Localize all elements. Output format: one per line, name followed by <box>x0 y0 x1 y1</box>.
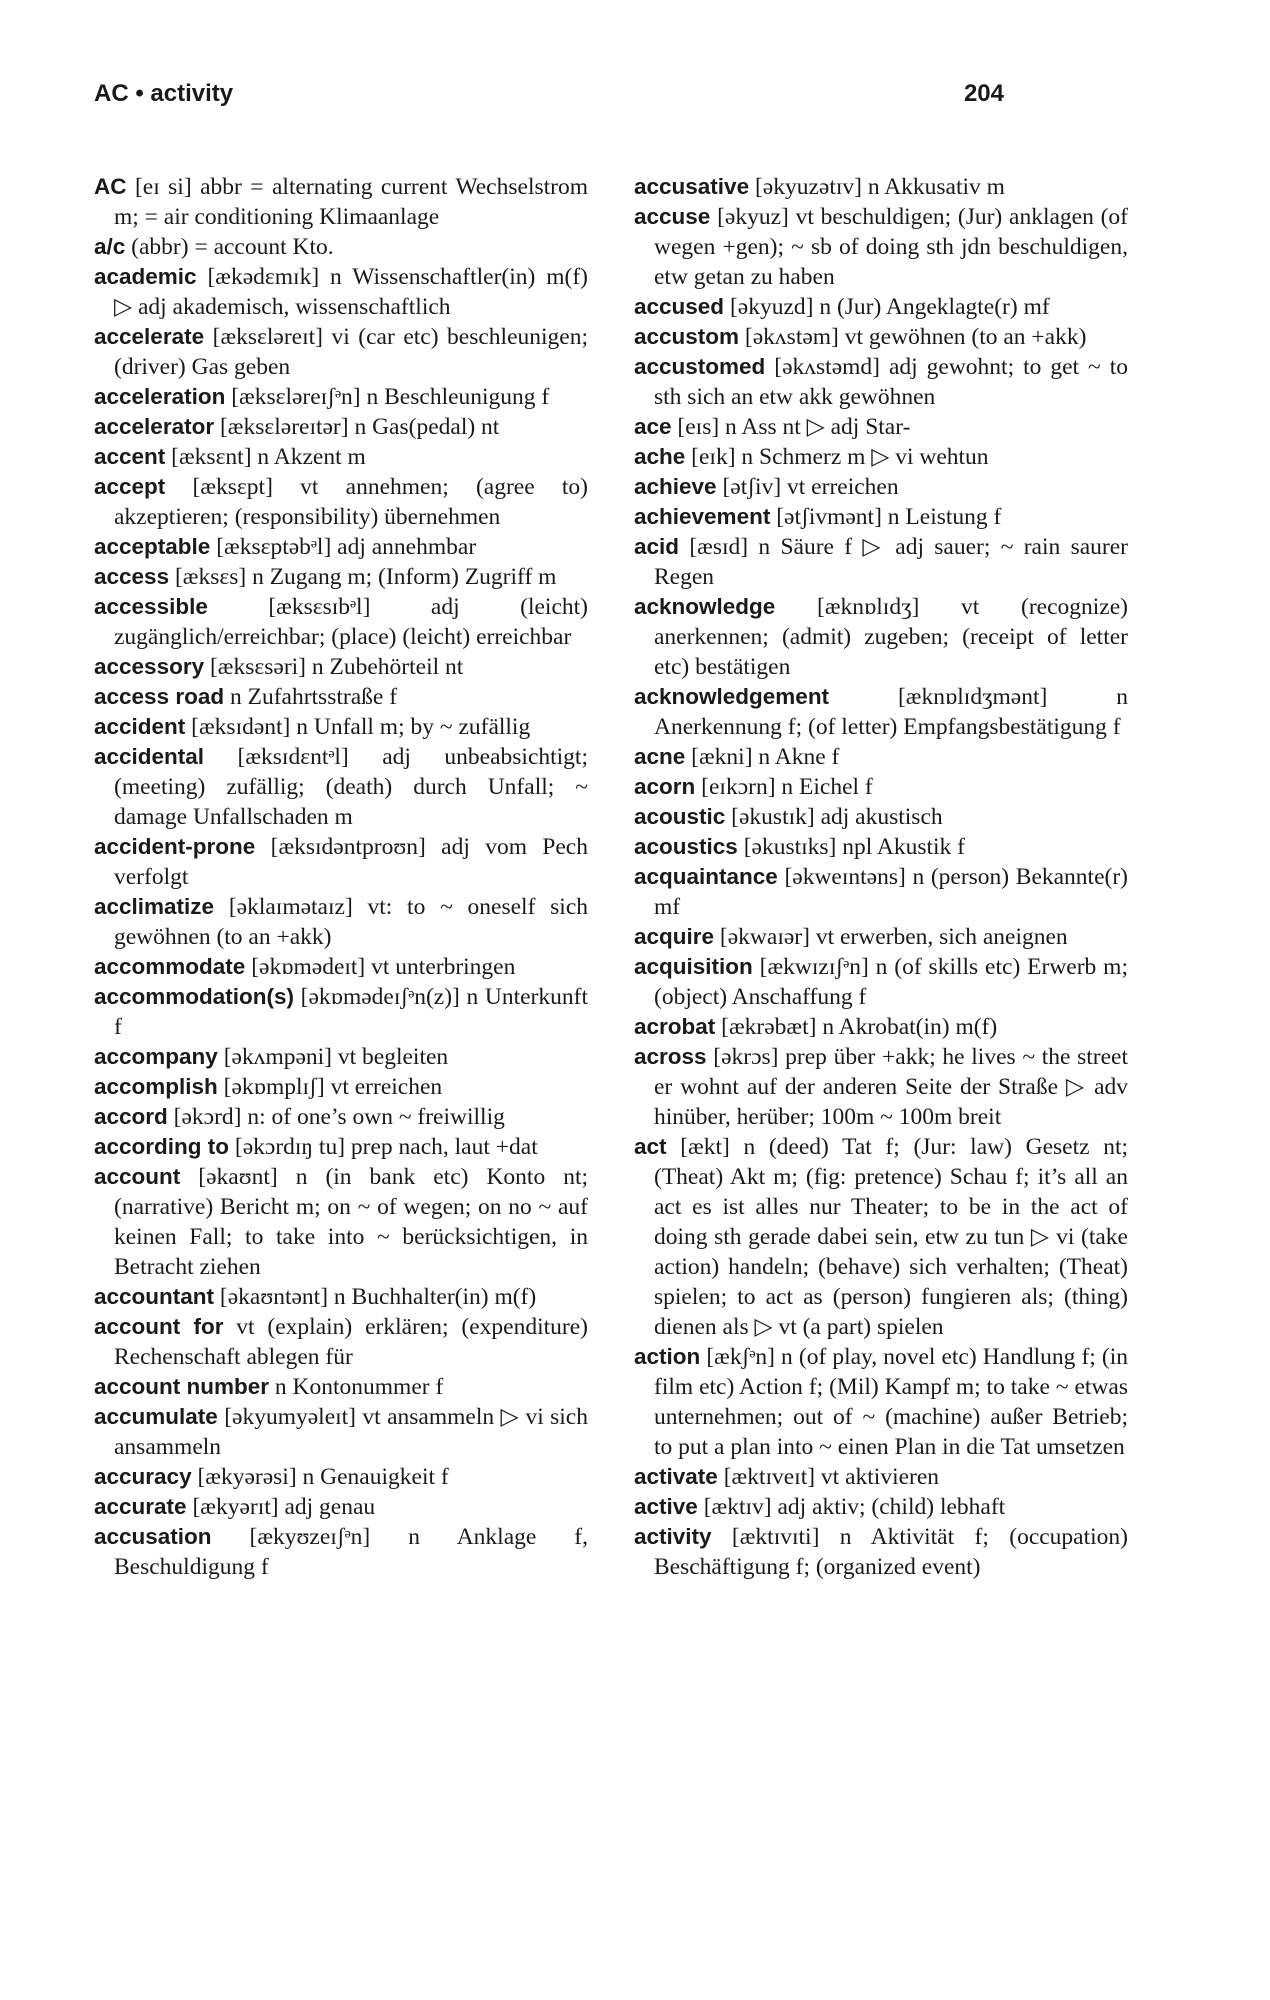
dictionary-entry <box>94 1072 588 1102</box>
entry-definition: [æknɒlɪdʒmənt] n Anerkennung f; (of letter) Empfangsbestätigung f <box>654 684 1128 740</box>
entry-headword: account number <box>94 1374 270 1399</box>
entry-definition: [əkustɪks] npl Akustik f <box>737 834 965 860</box>
entry-headword: accommodation(s) <box>94 984 295 1009</box>
page-number: 204 <box>963 80 1004 107</box>
entry-headword: accustomed <box>634 354 766 379</box>
entry-headword: action <box>634 1344 701 1369</box>
entry-definition: [əkaʊntənt] n Buchhalter(in) m(f) <box>214 1284 537 1310</box>
entry-definition: [ækədɛmɪk] n Wissenschaftler(in) m(f) ▷ adj akademisch, wissenschaftlich <box>114 264 588 320</box>
entry-definition: [əkʌstəm] vt gewöhnen (to an +akk) <box>739 324 1087 350</box>
dictionary-entry <box>94 412 588 442</box>
dictionary-entry <box>634 322 1128 352</box>
dictionary-entry <box>94 1462 588 1492</box>
entry-headword: activate <box>634 1464 718 1489</box>
dictionary-entry <box>634 352 1128 412</box>
dictionary-entry <box>94 1312 588 1372</box>
entry-headword: accomplish <box>94 1074 218 1099</box>
dictionary-entry <box>634 682 1128 742</box>
dictionary-entry <box>94 652 588 682</box>
dictionary-entry <box>94 322 588 382</box>
entry-definition: [æktɪveɪt] vt aktivieren <box>717 1464 940 1490</box>
entry-headword: acclimatize <box>94 894 215 919</box>
entry-definition: [æktɪv] adj aktiv; (child) lebhaft <box>697 1494 1006 1520</box>
entry-headword: AC <box>94 174 127 199</box>
entry-definition: [əkɒmədeɪt] vt unterbringen <box>245 954 516 980</box>
entry-headword: accompany <box>94 1044 218 1069</box>
dictionary-entry <box>634 922 1128 952</box>
entry-headword: activity <box>634 1524 712 1549</box>
entry-definition: vt (explain) erklären; (expenditure) Rechenschaft ablegen für <box>114 1314 588 1370</box>
entry-definition: [əkyuzd] n (Jur) Angeklagte(r) mf <box>724 294 1050 320</box>
entry-headword: acquire <box>634 924 715 949</box>
dictionary-entry <box>94 472 588 532</box>
dictionary-entry <box>634 802 1128 832</box>
entry-definition: [æktɪvɪti] n Aktivität f; (occupation) Beschäftigung f; (organized event) <box>654 1524 1128 1580</box>
dictionary-entry <box>634 862 1128 922</box>
entry-headword: acoustics <box>634 834 738 859</box>
entry-headword: accessible <box>94 594 208 619</box>
entry-definition: [æksɛpt] vt annehmen; (agree to) akzeptieren; (responsibility) übernehmen <box>114 474 588 530</box>
entry-headword: accuracy <box>94 1464 192 1489</box>
dictionary-entry <box>634 1132 1128 1342</box>
dictionary-entry <box>634 832 1128 862</box>
entry-definition: (abbr) = account Kto. <box>125 234 334 260</box>
entry-headword: accidental <box>94 744 205 769</box>
dictionary-entry <box>634 1012 1128 1042</box>
entry-definition: n Kontonummer f <box>269 1374 444 1400</box>
entry-definition: [ækwɪzɪʃᵊn] n (of skills etc) Erwerb m; (object) Anschaffung f <box>654 954 1128 1010</box>
entry-headword: acceleration <box>94 384 226 409</box>
dictionary-entry <box>94 1492 588 1522</box>
dictionary-entry <box>634 742 1128 772</box>
entry-headword: a/c <box>94 234 126 259</box>
dictionary-entry <box>634 442 1128 472</box>
entry-definition: [æksɛsəri] n Zubehörteil nt <box>204 654 464 680</box>
dictionary-entry <box>94 232 588 262</box>
entry-definition: [əkʌstəmd] adj gewohnt; to get ~ to sth sich an etw akk gewöhnen <box>654 354 1128 410</box>
dictionary-entry <box>94 1162 588 1282</box>
entry-headword: according to <box>94 1134 230 1159</box>
dictionary-entry <box>634 592 1128 682</box>
entry-definition: [əkyuz] vt beschuldigen; (Jur) anklagen (of wegen +gen); ~ sb of doing sth jdn beschuldigen, etw getan zu haben <box>654 204 1128 290</box>
dictionary-entry <box>94 982 588 1042</box>
dictionary-entry <box>634 1522 1128 1582</box>
dictionary-entry <box>94 1282 588 1312</box>
dictionary-entry <box>94 592 588 652</box>
dictionary-entry <box>94 1522 588 1582</box>
entry-definition: [ækʃᵊn] n (of play, novel etc) Handlung f; (in film etc) Action f; (Mil) Kampf m; to take ~ etwas unternehmen; out of ~ (machine) außer Betrieb; to put a plan into ~ einen Plan in die Tat umsetzen <box>654 1344 1128 1460</box>
entry-headword: acid <box>634 534 680 559</box>
entry-definition: [æsɪd] n Säure f ▷ adj sauer; ~ rain saurer Regen <box>654 534 1128 590</box>
entry-headword: access road <box>94 684 225 709</box>
entry-definition: [eɪs] n Ass nt ▷ adj Star- <box>671 414 911 440</box>
entry-definition: [ətʃiv] vt erreichen <box>716 474 899 500</box>
entry-headword: accept <box>94 474 166 499</box>
dictionary-entry <box>634 1342 1128 1462</box>
entry-headword: accelerator <box>94 414 215 439</box>
entry-definition: [æksɛnt] n Akzent m <box>165 444 366 470</box>
entry-definition: n Zufahrtsstraße f <box>224 684 398 710</box>
entry-definition: [ækt] n (deed) Tat f; (Jur: law) Gesetz nt; (Theat) Akt m; (fig: pretence) Schau f; it’s all an act es ist alles nur Theater; to be in the act of doing sth gerade dabei sein, etw zu tun ▷ vi (take action) handeln; (behave) sich verhalten; (Theat) spielen; to act as (person) fungieren als; (thing) dienen als ▷ vt (a part) spielen <box>654 1134 1128 1340</box>
entry-headword: acknowledge <box>634 594 776 619</box>
entry-headword: acorn <box>634 774 696 799</box>
dictionary-entry <box>634 202 1128 292</box>
dictionary-entry <box>94 1042 588 1072</box>
entry-headword: active <box>634 1494 698 1519</box>
dictionary-entry <box>94 1132 588 1162</box>
dictionary-entry <box>634 1492 1128 1522</box>
dictionary-entry <box>94 532 588 562</box>
entry-headword: acne <box>634 744 686 769</box>
dictionary-entry <box>634 1042 1128 1132</box>
entry-definition: [əkɔrdɪŋ tu] prep nach, laut +dat <box>229 1134 538 1160</box>
entry-headword: accident-prone <box>94 834 256 859</box>
entry-definition: [æksɪdəntproʊn] adj vom Pech verfolgt <box>114 834 588 890</box>
dictionary-entry <box>94 562 588 592</box>
entry-headword: accurate <box>94 1494 187 1519</box>
entry-headword: accommodate <box>94 954 246 979</box>
entry-headword: accountant <box>94 1284 215 1309</box>
entry-definition: [ətʃivmənt] n Leistung f <box>770 504 1002 530</box>
entry-definition: [eɪ si] abbr = alternating current Wechselstrom m; = air conditioning Klimaanlage <box>114 174 588 230</box>
entry-headword: accusative <box>634 174 750 199</box>
entry-definition: [ækyərəsi] n Genauigkeit f <box>191 1464 449 1490</box>
entry-headword: account for <box>94 1314 224 1339</box>
entry-definition: [əkrɔs] prep über +akk; he lives ~ the street er wohnt auf der anderen Seite der Straße ▷ adv hinüber, herüber; 100m ~ 100m breit <box>654 1044 1128 1130</box>
dictionary-entry <box>94 382 588 412</box>
entry-headword: acoustic <box>634 804 726 829</box>
entry-definition: [eɪkɔrn] n Eichel f <box>695 774 873 800</box>
dictionary-entry <box>94 832 588 892</box>
dictionary-entry <box>634 292 1128 322</box>
dictionary-entry <box>94 952 588 982</box>
dictionary-entry <box>94 1402 588 1462</box>
dictionary-entry <box>94 262 588 322</box>
entry-definition: [æksɛptəbᵊl] adj annehmbar <box>210 534 477 560</box>
entry-headword: accident <box>94 714 186 739</box>
dictionary-entry <box>634 952 1128 1012</box>
entry-headword: accent <box>94 444 166 469</box>
dictionary-entry <box>94 172 588 232</box>
entry-definition: [əklaɪmətaɪz] vt: to ~ oneself sich gewöhnen (to an +akk) <box>114 894 588 950</box>
entry-definition: [æksɪdɛntᵊl] adj unbeabsichtigt; (meeting) zufällig; (death) durch Unfall; ~ damage Unfallschaden m <box>114 744 588 830</box>
entry-headword: acquaintance <box>634 864 778 889</box>
entry-headword: achievement <box>634 504 771 529</box>
entry-definition: [əkɒmplɪʃ] vt erreichen <box>217 1074 443 1100</box>
dictionary-entry <box>634 472 1128 502</box>
dictionary-entry <box>94 442 588 472</box>
entry-definition: [əkɒmədeɪʃᵊn(z)] n Unterkunft f <box>114 984 588 1040</box>
entry-definition: [æksɛs] n Zugang m; (Inform) Zugriff m <box>169 564 557 590</box>
entry-headword: accelerate <box>94 324 205 349</box>
entry-headword: acquisition <box>634 954 753 979</box>
dictionary-entry <box>94 712 588 742</box>
entry-definition: [ækyʊzeɪʃᵊn] n Anklage f, Beschuldigung f <box>114 1524 588 1580</box>
entry-definition: [əkyumyəleɪt] vt ansammeln ▷ vi sich ansammeln <box>114 1404 588 1460</box>
entry-definition: [æksɪdənt] n Unfall m; by ~ zufällig <box>185 714 531 740</box>
entry-definition: [ækrəbæt] n Akrobat(in) m(f) <box>715 1014 998 1040</box>
entry-definition: [æksɛləreɪt] vi (car etc) beschleunigen; (driver) Gas geben <box>114 324 588 380</box>
entry-headword: account <box>94 1164 181 1189</box>
dictionary-entry <box>94 742 588 832</box>
entry-headword: act <box>634 1134 667 1159</box>
entry-definition: [əkyuzətɪv] n Akkusativ m <box>749 174 1005 200</box>
entry-definition: [æksɛləreɪʃᵊn] n Beschleunigung f <box>225 384 550 410</box>
entry-definition: [əkwaɪər] vt erwerben, sich aneignen <box>714 924 1068 950</box>
entry-definition: [æknɒlɪdʒ] vt (recognize) anerkennen; (admit) zugeben; (receipt of letter etc) bestätigen <box>654 594 1128 680</box>
entry-headword: accord <box>94 1104 168 1129</box>
entry-headword: acceptable <box>94 534 211 559</box>
dictionary-entry <box>94 1102 588 1132</box>
dictionary-entry <box>94 682 588 712</box>
dictionary-entry <box>634 502 1128 532</box>
entry-definition: [eɪk] n Schmerz m ▷ vi wehtun <box>685 444 989 470</box>
entry-definition: [əkaʊnt] n (in bank etc) Konto nt; (narrative) Bericht m; on ~ of wegen; on no ~ auf keinen Fall; to take into ~ berücksichtigen, in Betracht ziehen <box>114 1164 588 1280</box>
entry-headword: acknowledgement <box>634 684 830 709</box>
entry-definition: [æksɛsɪbᵊl] adj (leicht) zugänglich/erreichbar; (place) (leicht) erreichbar <box>114 594 588 650</box>
entry-definition: [ækyərɪt] adj genau <box>186 1494 376 1520</box>
dictionary-entry <box>94 1372 588 1402</box>
right-column <box>634 172 1128 1582</box>
entry-headword: ace <box>634 414 672 439</box>
entry-definition: [əkweɪntəns] n (person) Bekannte(r) mf <box>654 864 1128 920</box>
entry-headword: accumulate <box>94 1404 218 1429</box>
dictionary-entry <box>634 172 1128 202</box>
entry-definition: [ækni] n Akne f <box>685 744 840 770</box>
left-column <box>94 172 588 1582</box>
entry-headword: academic <box>94 264 197 289</box>
running-header: AC • activity <box>94 80 234 107</box>
entry-headword: across <box>634 1044 707 1069</box>
entry-definition: [əkʌmpəni] vt begleiten <box>217 1044 449 1070</box>
entry-headword: ache <box>634 444 686 469</box>
entry-headword: access <box>94 564 170 589</box>
entry-headword: accusation <box>94 1524 212 1549</box>
entry-headword: accused <box>634 294 725 319</box>
entry-headword: accustom <box>634 324 740 349</box>
dictionary-entry <box>634 772 1128 802</box>
entry-definition: [əkɔrd] n: of one’s own ~ freiwillig <box>167 1104 505 1130</box>
entry-definition: [æksɛləreɪtər] n Gas(pedal) nt <box>214 414 500 440</box>
dictionary-entry <box>634 532 1128 592</box>
entry-definition: [əkustɪk] adj akustisch <box>725 804 943 830</box>
dictionary-entry <box>94 892 588 952</box>
entry-headword: accessory <box>94 654 205 679</box>
entry-headword: acrobat <box>634 1014 716 1039</box>
dictionary-entry <box>634 412 1128 442</box>
dictionary-entry <box>634 1462 1128 1492</box>
entry-headword: accuse <box>634 204 711 229</box>
entry-headword: achieve <box>634 474 717 499</box>
